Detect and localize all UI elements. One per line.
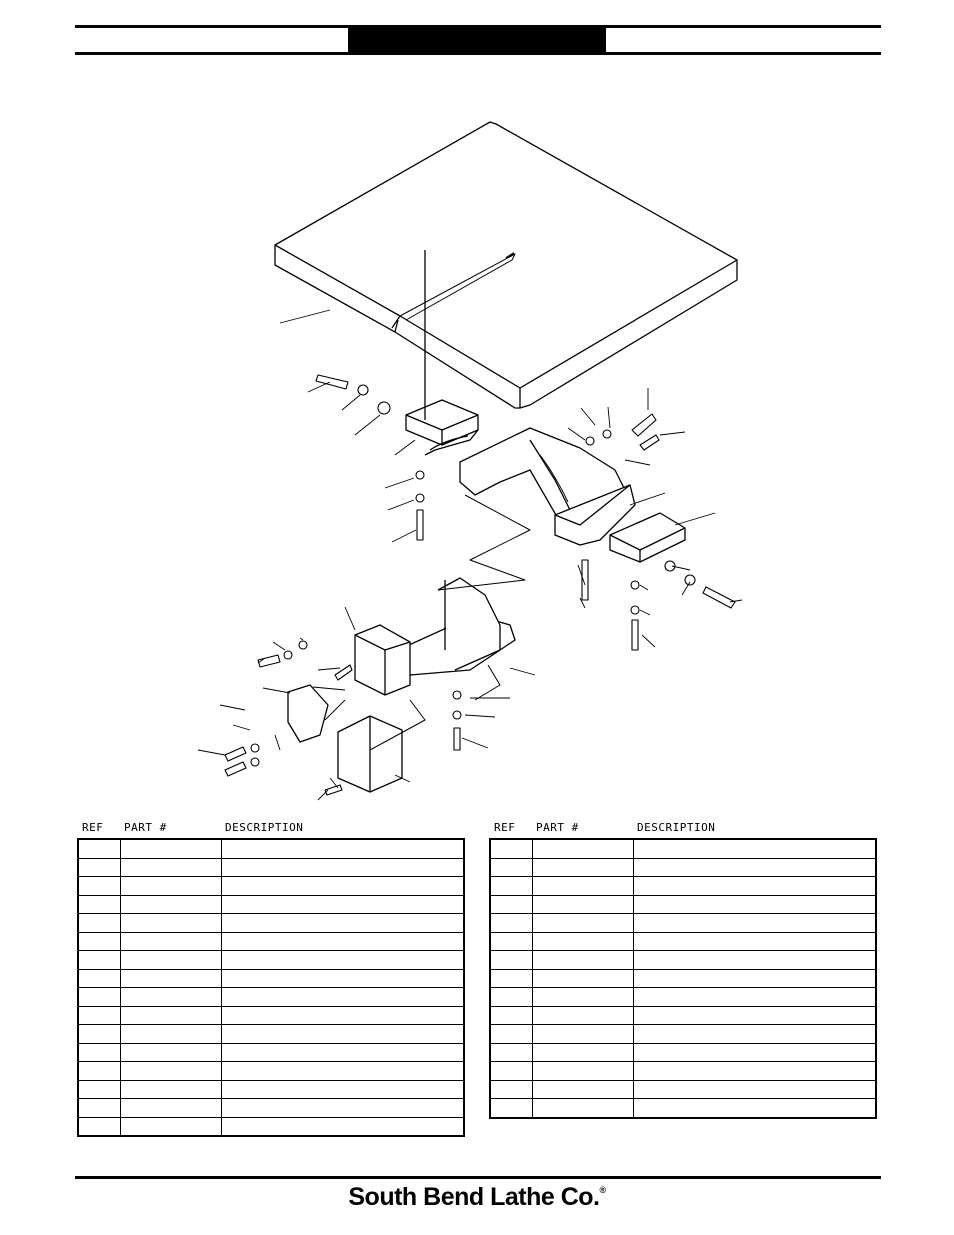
part-number-header: PART #	[124, 821, 167, 834]
description-cell	[634, 1006, 877, 1025]
ref-cell	[78, 932, 121, 951]
ref-cell	[78, 969, 121, 988]
ref-cell	[490, 951, 533, 970]
part-number-cell	[533, 932, 634, 951]
table-row	[490, 951, 876, 970]
table-row	[78, 951, 464, 970]
ref-cell	[490, 839, 533, 858]
part-number-cell	[533, 877, 634, 896]
part-number-cell	[121, 1117, 222, 1136]
part-number-cell	[533, 1006, 634, 1025]
part-number-cell	[121, 1080, 222, 1099]
table-row	[490, 895, 876, 914]
table-row	[490, 932, 876, 951]
ref-cell	[78, 1062, 121, 1081]
part-number-cell	[533, 1099, 634, 1118]
description-cell	[634, 1099, 877, 1118]
part-number-cell	[533, 1025, 634, 1044]
table-row	[490, 969, 876, 988]
ref-cell	[78, 914, 121, 933]
description-header: DESCRIPTION	[637, 821, 716, 834]
description-cell	[222, 877, 465, 896]
table-row	[490, 1062, 876, 1081]
base-casting	[398, 578, 515, 675]
exploded-parts-diagram	[170, 110, 790, 810]
table-row	[78, 839, 464, 858]
table-top	[275, 122, 737, 408]
description-cell	[222, 839, 465, 858]
table-row	[78, 932, 464, 951]
table-row	[78, 1099, 464, 1118]
registered-mark-icon: ®	[599, 1185, 606, 1195]
footer-rule	[75, 1176, 881, 1179]
table-row	[78, 895, 464, 914]
ref-cell	[78, 1025, 121, 1044]
description-cell	[634, 1080, 877, 1099]
table-row	[78, 969, 464, 988]
description-cell	[222, 969, 465, 988]
ref-cell	[78, 1080, 121, 1099]
parts-table-left	[77, 818, 465, 1137]
part-number-cell	[121, 1043, 222, 1062]
part-number-cell	[533, 1080, 634, 1099]
description-cell	[222, 895, 465, 914]
table-row	[490, 1025, 876, 1044]
table-row	[78, 877, 464, 896]
ref-cell	[78, 1117, 121, 1136]
brand-name: South Bend Lathe Co.	[348, 1183, 600, 1211]
ref-cell	[490, 988, 533, 1007]
part-number-cell	[533, 1062, 634, 1081]
description-cell	[222, 1062, 465, 1081]
table-row	[78, 1117, 464, 1136]
description-cell	[222, 1099, 465, 1118]
ref-cell	[490, 895, 533, 914]
description-cell	[634, 839, 877, 858]
ref-cell	[78, 1043, 121, 1062]
part-number-cell	[533, 1043, 634, 1062]
table-row	[78, 1006, 464, 1025]
header-section-tab	[348, 26, 606, 53]
table-row	[78, 914, 464, 933]
ref-cell	[490, 1080, 533, 1099]
description-cell	[634, 1025, 877, 1044]
ref-cell	[78, 858, 121, 877]
part-number-cell	[533, 951, 634, 970]
ref-cell	[490, 1062, 533, 1081]
brand-logo	[0, 1183, 954, 1212]
ref-cell	[490, 1025, 533, 1044]
table-row	[490, 914, 876, 933]
description-cell	[634, 1062, 877, 1081]
ref-cell	[78, 1099, 121, 1118]
table-row	[78, 858, 464, 877]
ref-cell	[490, 1099, 533, 1118]
right-bracket	[610, 513, 685, 562]
part-number-cell	[121, 858, 222, 877]
part-number-cell	[121, 988, 222, 1007]
description-cell	[634, 969, 877, 988]
description-cell	[222, 951, 465, 970]
table-header-row	[77, 818, 465, 838]
description-cell	[222, 932, 465, 951]
parts-grid-left	[77, 838, 465, 1137]
hinge-block	[355, 625, 410, 695]
description-cell	[222, 988, 465, 1007]
ref-header: REF	[494, 821, 516, 834]
description-cell	[222, 914, 465, 933]
description-cell	[634, 877, 877, 896]
table-row	[490, 839, 876, 858]
ref-cell	[78, 1006, 121, 1025]
description-cell	[634, 932, 877, 951]
part-number-cell	[533, 858, 634, 877]
ref-cell	[78, 895, 121, 914]
part-number-cell	[533, 839, 634, 858]
ref-cell	[490, 858, 533, 877]
part-number-cell	[121, 914, 222, 933]
description-cell	[634, 914, 877, 933]
description-cell	[222, 1025, 465, 1044]
table-row	[490, 1043, 876, 1062]
part-number-cell	[121, 1099, 222, 1118]
table-row	[78, 1025, 464, 1044]
ref-cell	[490, 877, 533, 896]
ref-cell	[490, 932, 533, 951]
ref-cell	[490, 914, 533, 933]
part-number-cell	[533, 895, 634, 914]
description-cell	[222, 1043, 465, 1062]
description-cell	[634, 858, 877, 877]
table-row	[78, 988, 464, 1007]
part-number-cell	[121, 1025, 222, 1044]
clamp-bracket	[288, 685, 328, 742]
callout-leaders	[198, 310, 742, 800]
part-number-cell	[121, 877, 222, 896]
parts-table-right	[489, 818, 877, 1119]
description-cell	[634, 895, 877, 914]
part-number-cell	[121, 969, 222, 988]
table-row	[490, 877, 876, 896]
part-number-header: PART #	[536, 821, 579, 834]
table-row	[490, 1099, 876, 1118]
description-cell	[634, 988, 877, 1007]
part-number-cell	[533, 988, 634, 1007]
table-header-row	[489, 818, 877, 838]
guard-plate	[338, 716, 402, 792]
table-row	[490, 1006, 876, 1025]
table-row	[78, 1043, 464, 1062]
part-number-cell	[533, 969, 634, 988]
table-row	[490, 988, 876, 1007]
part-number-cell	[121, 839, 222, 858]
ref-cell	[78, 839, 121, 858]
description-cell	[222, 858, 465, 877]
table-row	[78, 1062, 464, 1081]
part-number-cell	[121, 895, 222, 914]
part-number-cell	[121, 932, 222, 951]
part-number-cell	[121, 951, 222, 970]
parts-grid-right	[489, 838, 877, 1119]
description-cell	[222, 1117, 465, 1136]
ref-cell	[490, 1043, 533, 1062]
part-number-cell	[121, 1062, 222, 1081]
part-number-cell	[533, 914, 634, 933]
ref-cell	[78, 951, 121, 970]
description-cell	[222, 1006, 465, 1025]
ref-cell	[490, 969, 533, 988]
description-header: DESCRIPTION	[225, 821, 304, 834]
ref-cell	[78, 877, 121, 896]
table-row	[490, 1080, 876, 1099]
part-number-cell	[121, 1006, 222, 1025]
description-cell	[634, 1043, 877, 1062]
table-row	[78, 1080, 464, 1099]
ref-cell	[490, 1006, 533, 1025]
description-cell	[222, 1080, 465, 1099]
ref-cell	[78, 988, 121, 1007]
description-cell	[634, 951, 877, 970]
ref-header: REF	[82, 821, 104, 834]
table-row	[490, 858, 876, 877]
